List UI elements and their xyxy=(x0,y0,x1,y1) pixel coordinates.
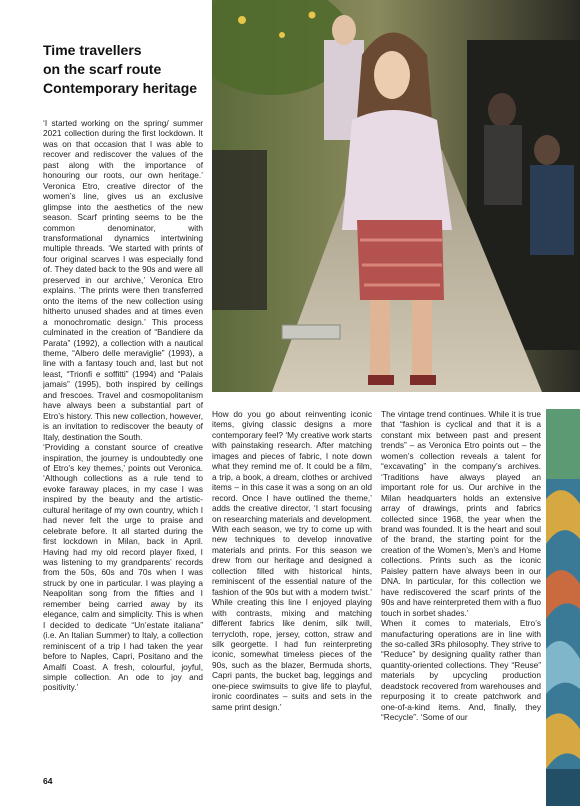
text-column-2 xyxy=(212,409,372,769)
title-line-2: on the scarf route xyxy=(43,61,162,77)
paragraph: ‘I started working on the spring/ summer 2021 collection during the first lockdown. It was on that occasion that I was able to recover and rediscover the values of the past along with the importance of honouring our roots, our own heritage.’ Veronica Etro, creative director of the women’s line, gives us an exclusive glimpse into the aesthetics of the new season. Scarf printing seems to be the common denominator, with transformational dynamics intertwining multiple threads. ‘We started with prints of four original scarves I was especially fond of. They dated back to the 90s and were all preserved in our archive,’ Veronica Etro explains. ‘The prints were then transferred onto the items of the new collection using hitherto unused shades and at times even a monochromatic design.’ This process culminated in the creation of “Bandiere da Parata” (1992), a collection with a nautical theme, “Albero delle meraviglie” (1993), a line with a fantasy touch and, last but not least, “Trionfi e soffitti” (1994) and “Palais jamais” (1995), both inspired by ceilings and frescoes. Travel and cosmopolitanism have always been a substantial part of Etro’s history. This new collection, however, is an invitation to rediscover the beauty of Italy, destination the South. xyxy=(43,118,203,442)
title-line-3: Contemporary heritage xyxy=(43,80,198,96)
text-column-1 xyxy=(43,118,203,758)
paragraph: When it comes to materials, Etro’s manufacturing operations are in line with the so-called 3Rs philosophy. They strive to “Reduce” by designing quality rather than quantity-oriented collections. They “Reuse” materials by upcycling production deadstock recovered from warehouses and repurposing it to create patchwork and one-of-a-kind items. And, finally, they “Recycle”. ‘Some of our xyxy=(381,618,541,723)
side-photo-illustration xyxy=(546,409,580,806)
paragraph: ‘Providing a constant source of creative inspiration, the journey is undoubtedly one of Etro’s key themes,’ points out Veronica. ‘Although collections as a rule tend to evoke faraway places, in my case I was inspired by the beauty and the artistic-cultural heritage of my own country, which I had never felt the urge to praise and celebrate before. It all started during the first lockdown in Milan, back in April. Having had my old record player fixed, I was listening to my grandparents’ records from the 50s, 60s and 70s when I was struck by one in particular. I was playing a Neapolitan song from the fifties and I remember being carried away by its elegance, calm and simplicity. This is when I decided to dedicate “Un’estate italiana” (i.e. An Italian Summer) to Italy, a collection reminiscent of a trip I had taken the year before to Naples, Capri, Positano and the Amalfi Coast. A fresh, colourful, joyful, simple collection. An ode to joy and positivity.’ xyxy=(43,442,203,693)
page-number: 64 xyxy=(43,776,53,786)
paragraph: How do you go about reinventing iconic items, giving classic designs a more contemporary feel? ‘My creative work starts with painstaking research. After matching images and pieces of fabric, I note down what they remind me of. It could be a film, a trip, a book, a dream, clothes or archived items – in this case it was a song on an old record. Once I have outlined the theme,’ adds the creative director, ‘I start focusing on researching materials and development. With each season, we try to come up with new techniques to develop innovative materials and prints. For this season we drew from our heritage and designed a collection filled with historical hints, reminiscent of the essential nature of the fashion of the 90s but with a modern twist.’ While creating this line I enjoyed playing with contrasts, mixing and matching different fabrics like denim, silk twill, terrycloth, rope, jersey, cotton, straw and silk georgette. I had fun reinterpreting iconic, somewhat timeless pieces of the 90s, such as the blazer, Bermuda shorts, Capri pants, the bucket bag, leggings and one-piece swimsuits to give life to playful, ironic coordinates – suits and sets in the same print design.’ xyxy=(212,409,372,712)
article-title xyxy=(43,41,203,98)
side-photo-strip xyxy=(546,409,580,806)
runway-photo xyxy=(212,0,580,392)
title-line-1: Time travellers xyxy=(43,42,142,58)
text-column-3 xyxy=(381,409,541,769)
runway-photo-illustration xyxy=(212,0,580,392)
paragraph: The vintage trend continues. While it is true that “fashion is cyclical and that it is a constant mix between past and present trends” – as Veronica Etro points out – the women’s collection reveals a talent for “excavating” in the company’s archives. ‘Traditions have always played an important role for us. Our archive in the Milan headquarters holds an extensive array of drawings, prints and fabrics collected since 1968, the year when the brand was founded. It is the heart and soul of the brand, the starting point for the creation of the Women’s, Men’s and Home collections. Prints such as the iconic Paisley pattern have always been in our DNA. In particular, for this collection we have rediscovered the scarf prints of the 90s and have reinterpreted them with a fluo touch in sorbet shades.’ xyxy=(381,409,541,618)
